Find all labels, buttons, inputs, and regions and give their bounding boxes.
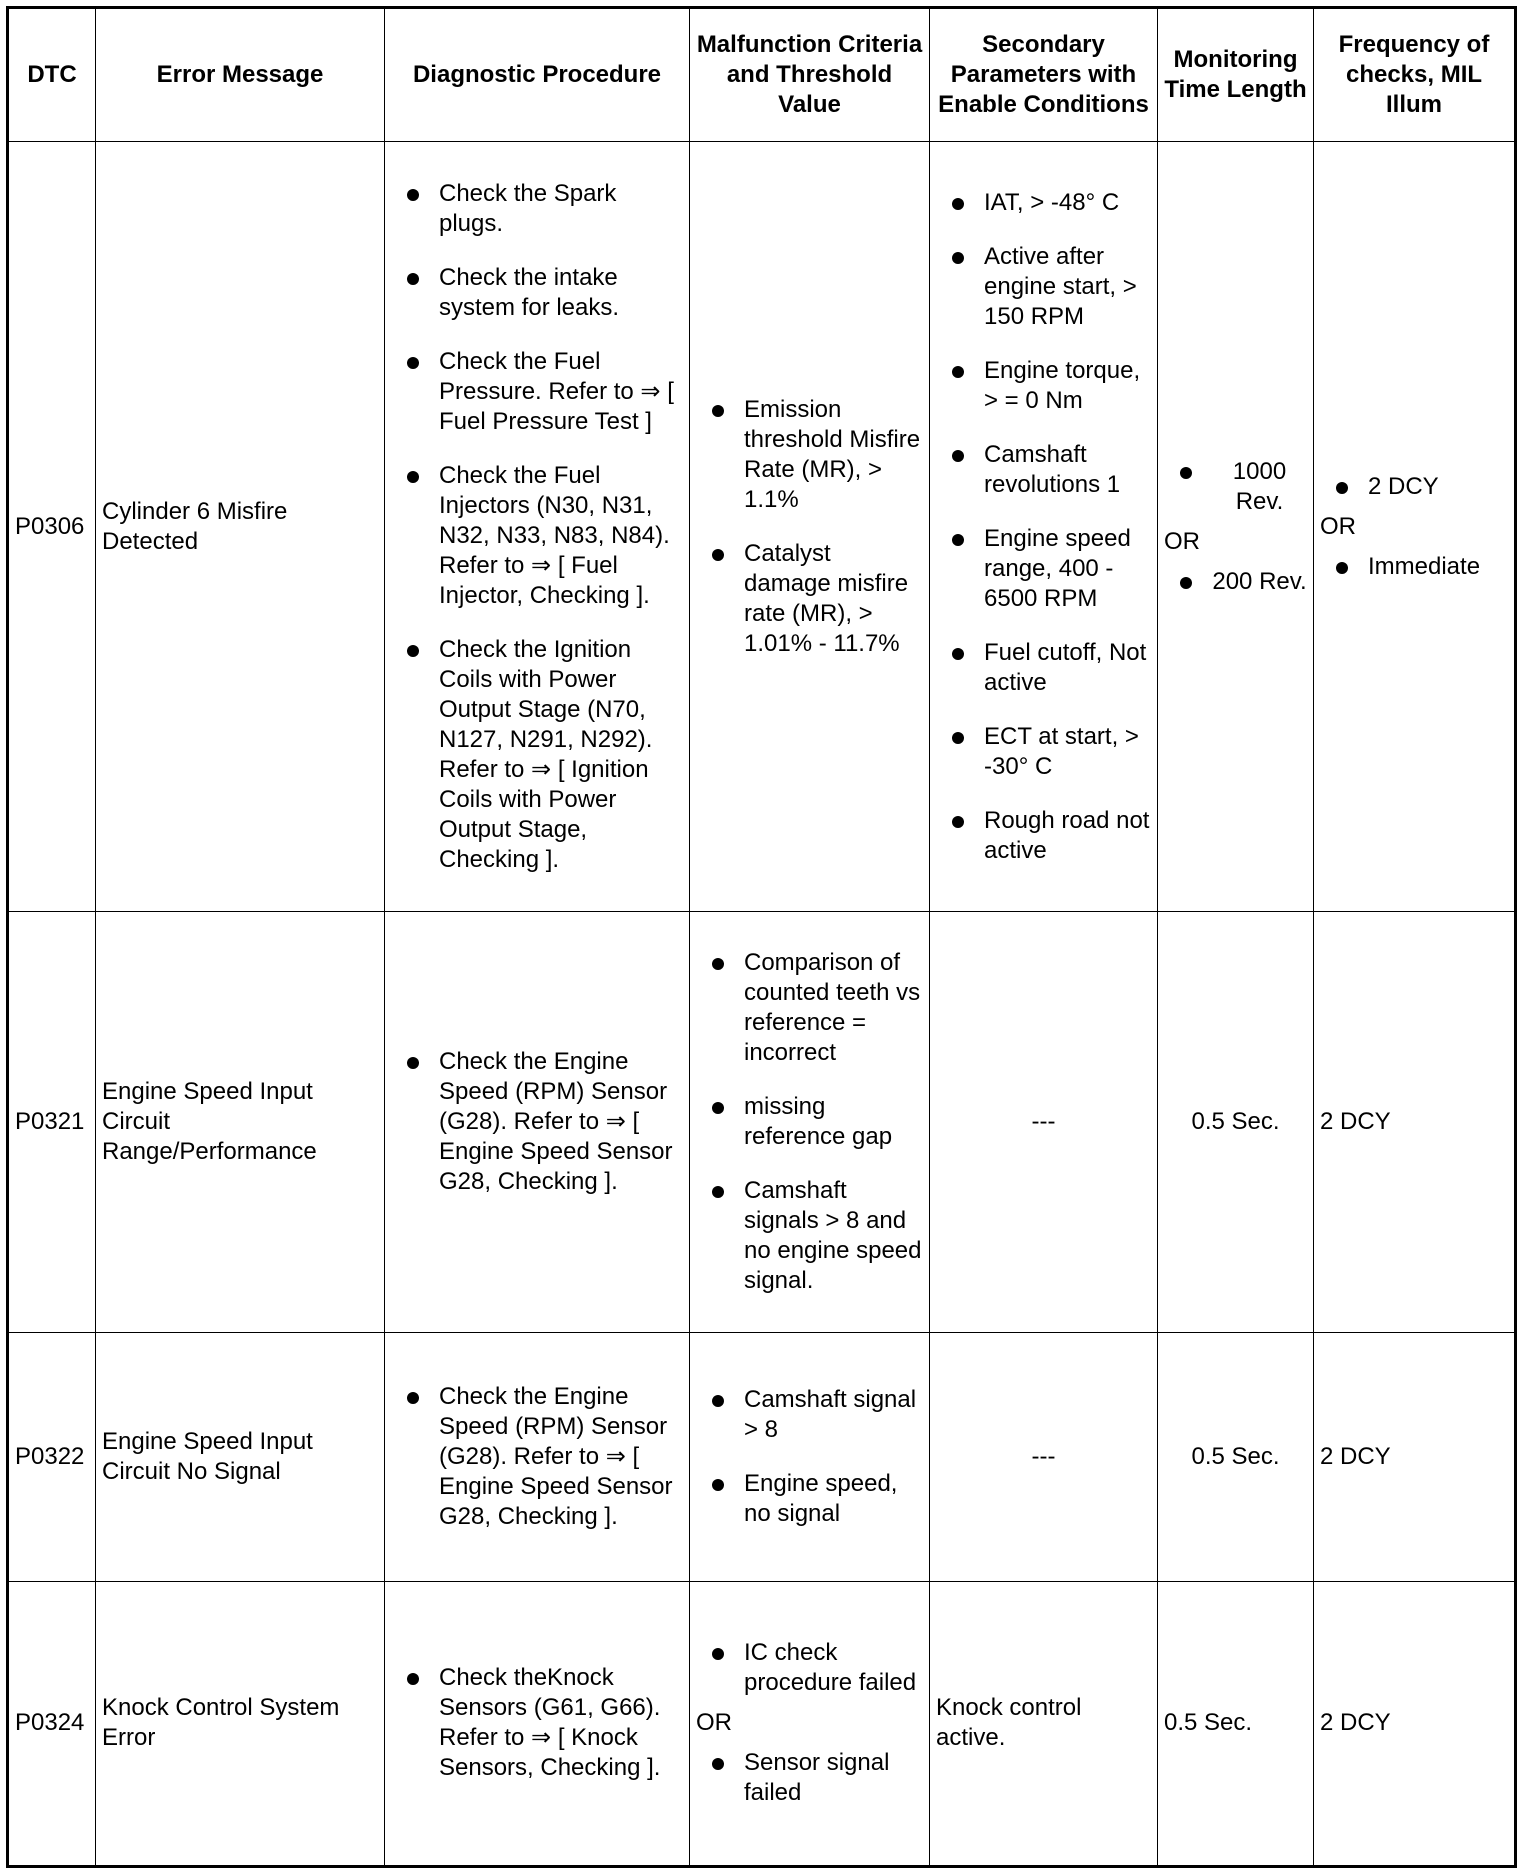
diagnostic-procedure <box>385 1332 690 1581</box>
list-item: Check theKnock Sensors (G61, G66). Refer to ⇒ [ Knock Sensors, Checking ]. <box>391 1663 683 1783</box>
monitoring-time: 0.5 Sec. <box>1158 912 1314 1332</box>
list-item: Catalyst damage misfire rate (MR), > 1.01% - 11.7% <box>696 539 923 659</box>
or-label: OR <box>1164 527 1200 555</box>
dtc-code: P0322 <box>8 1332 96 1581</box>
malfunction-criteria <box>690 1581 930 1866</box>
frequency: 2 DCY <box>1314 1332 1516 1581</box>
list-item: 2 DCY <box>1320 472 1508 502</box>
frequency <box>1314 142 1516 912</box>
list-item: IC check procedure failed <box>696 1638 923 1698</box>
secondary-parameters: --- <box>930 912 1158 1332</box>
monitoring-time: 0.5 Sec. <box>1158 1581 1314 1866</box>
header-row <box>8 8 1516 142</box>
header-secondary-parameters: Secondary Parameters with Enable Conditions <box>930 8 1158 142</box>
header-monitoring-time: Monitoring Time Length <box>1158 8 1314 142</box>
diagnostic-procedure <box>385 1581 690 1866</box>
list-item: Camshaft revolutions 1 <box>936 440 1151 500</box>
list-item: 1000 Rev. <box>1164 457 1307 517</box>
list-item: Check the intake system for leaks. <box>391 263 683 323</box>
header-frequency: Frequency of checks, MIL Illum <box>1314 8 1516 142</box>
list-item: Check the Engine Speed (RPM) Sensor (G28). Refer to ⇒ [ Engine Speed Sensor G28, Checking ]. <box>391 1382 683 1532</box>
monitoring-time <box>1158 142 1314 912</box>
list-item: Sensor signal failed <box>696 1748 923 1808</box>
diagnostic-procedure <box>385 142 690 912</box>
header-diagnostic-procedure: Diagnostic Procedure <box>385 8 690 142</box>
list-item: Emission threshold Misfire Rate (MR), > 1.1% <box>696 395 923 515</box>
list-item: Rough road not active <box>936 806 1151 866</box>
error-message: Cylinder 6 Misfire Detected <box>96 142 385 912</box>
list-item: Check the Fuel Injectors (N30, N31, N32, N33, N83, N84). Refer to ⇒ [ Fuel Injector, Checking ]. <box>391 461 683 611</box>
frequency: 2 DCY <box>1314 1581 1516 1866</box>
malfunction-criteria <box>690 1332 930 1581</box>
table-row <box>8 912 1516 1332</box>
list-item: Check the Ignition Coils with Power Output Stage (N70, N127, N291, N292). Refer to ⇒ [ Ignition Coils with Power Output Stage, Checking ]. <box>391 635 683 875</box>
list-item: Camshaft signal > 8 <box>696 1385 923 1445</box>
list-item: Engine speed, no signal <box>696 1469 923 1529</box>
list-item: Check the Spark plugs. <box>391 179 683 239</box>
secondary-parameters: Knock control active. <box>930 1581 1158 1866</box>
list-item: Check the Engine Speed (RPM) Sensor (G28). Refer to ⇒ [ Engine Speed Sensor G28, Checking ]. <box>391 1047 683 1197</box>
malfunction-criteria <box>690 142 930 912</box>
monitoring-time: 0.5 Sec. <box>1158 1332 1314 1581</box>
secondary-parameters <box>930 142 1158 912</box>
list-item: Camshaft signals > 8 and no engine speed signal. <box>696 1176 923 1296</box>
list-item: Active after engine start, > 150 RPM <box>936 242 1151 332</box>
list-item: missing reference gap <box>696 1092 923 1152</box>
frequency: 2 DCY <box>1314 912 1516 1332</box>
header-dtc: DTC <box>8 8 96 142</box>
secondary-parameters: --- <box>930 1332 1158 1581</box>
error-message: Knock Control System Error <box>96 1581 385 1866</box>
list-item: 200 Rev. <box>1164 567 1307 597</box>
or-label: OR <box>696 1709 732 1737</box>
error-message: Engine Speed Input Circuit Range/Performance <box>96 912 385 1332</box>
or-label: OR <box>1320 512 1356 540</box>
dtc-code: P0324 <box>8 1581 96 1866</box>
list-item: Check the Fuel Pressure. Refer to ⇒ [ Fuel Pressure Test ] <box>391 347 683 437</box>
table-row <box>8 1581 1516 1866</box>
list-item: Comparison of counted teeth vs reference = incorrect <box>696 948 923 1068</box>
list-item: ECT at start, > -30° C <box>936 722 1151 782</box>
header-malfunction-criteria: Malfunction Criteria and Threshold Value <box>690 8 930 142</box>
dtc-code: P0306 <box>8 142 96 912</box>
header-error-message: Error Message <box>96 8 385 142</box>
list-item: Fuel cutoff, Not active <box>936 638 1151 698</box>
malfunction-criteria <box>690 912 930 1332</box>
table-row <box>8 1332 1516 1581</box>
list-item: Engine speed range, 400 - 6500 RPM <box>936 524 1151 614</box>
dtc-table <box>6 6 1517 1868</box>
list-item: IAT, > -48° C <box>936 188 1151 218</box>
error-message: Engine Speed Input Circuit No Signal <box>96 1332 385 1581</box>
diagnostic-procedure <box>385 912 690 1332</box>
table-row <box>8 142 1516 912</box>
list-item: Immediate <box>1320 552 1508 582</box>
list-item: Engine torque, > = 0 Nm <box>936 356 1151 416</box>
dtc-code: P0321 <box>8 912 96 1332</box>
